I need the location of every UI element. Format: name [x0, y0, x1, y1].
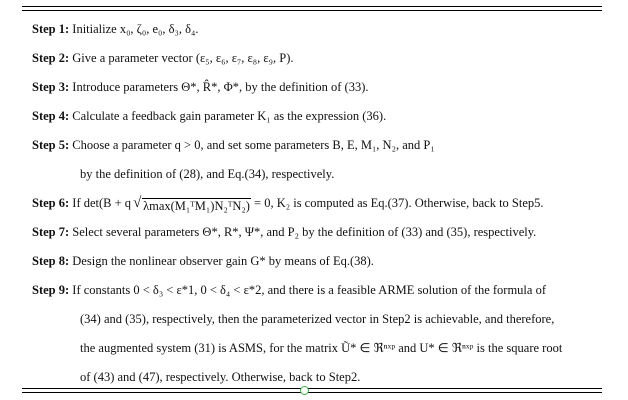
bottom-rule-outer: [22, 388, 602, 389]
step-text: Initialize x₀, ζ₀, e₀, δ₃, δ₄.: [72, 22, 199, 36]
radicand: λmax(M₁ᵀM₁)N₂ᵀN₂): [143, 199, 250, 213]
bottom-rule-inner: [22, 392, 602, 393]
step-text: Calculate a feedback gain parameter K₁ as the expression (36).: [72, 109, 387, 123]
step-9: [32, 283, 598, 297]
step-7: [32, 225, 598, 239]
step-label: Step 3:: [32, 80, 70, 94]
step-1: [32, 22, 598, 36]
radical-sign: √: [133, 195, 142, 211]
step-label: Step 5:: [32, 138, 70, 152]
step-label: Step 6:: [32, 196, 70, 210]
step-5-continuation: by the definition of (28), and Eq.(34), respectively.: [80, 167, 335, 181]
step-8: [32, 254, 598, 268]
step-label: Step 1:: [32, 22, 70, 36]
step-6: [32, 196, 598, 213]
step-9-continuation-2: the augmented system (31) is ASMS, for the matrix Ũ* ∈ ℜⁿˣᵖ and U* ∈ ℜⁿˣᵖ is the square root: [80, 341, 563, 355]
step-3: [32, 80, 598, 94]
step-label: Step 2:: [32, 51, 70, 65]
step-label: Step 4:: [32, 109, 70, 123]
step-text: Give a parameter vector (ε₅, ε₆, ε₇, ε₈, ε₉, P).: [72, 51, 294, 65]
step-text: Design the nonlinear observer gain G* by means of Eq.(38).: [72, 254, 374, 268]
resize-handle[interactable]: [300, 386, 309, 395]
step-text: Introduce parameters Θ*, R̂*, Φ*, by the definition of (33).: [72, 80, 369, 94]
step-9-continuation-3: of (43) and (47), respectively. Otherwise, back to Step2.: [80, 370, 361, 384]
step-9-continuation-1: (34) and (35), respectively, then the parameterized vector in Step2 is achievable, and therefore,: [80, 312, 555, 326]
step-text: If constants 0 < δ₃ < ε*1, 0 < δ₄ < ε*2, and there is a feasible ARME solution of the formula of: [72, 283, 546, 297]
step-label: Step 8:: [32, 254, 70, 268]
step-text-post: = 0, K₂ is computed as Eq.(37). Otherwise, back to Step5.: [250, 196, 544, 210]
step-5: [32, 138, 598, 152]
step-text-pre: If det(B + q: [72, 196, 132, 210]
step-text: Choose a parameter q > 0, and set some parameters B, E, M₁, N₂, and P₁: [72, 138, 435, 152]
step-label: Step 9:: [32, 283, 70, 297]
step-text: Select several parameters Θ*, R*, Ψ*, and P₂ by the definition of (33) and (35), respectively.: [72, 225, 537, 239]
step-label: Step 7:: [32, 225, 70, 239]
square-root-expression: [133, 195, 251, 213]
step-2: [32, 51, 598, 65]
top-rule-inner: [22, 10, 602, 11]
step-4: [32, 109, 598, 123]
top-rule-outer: [22, 6, 602, 7]
